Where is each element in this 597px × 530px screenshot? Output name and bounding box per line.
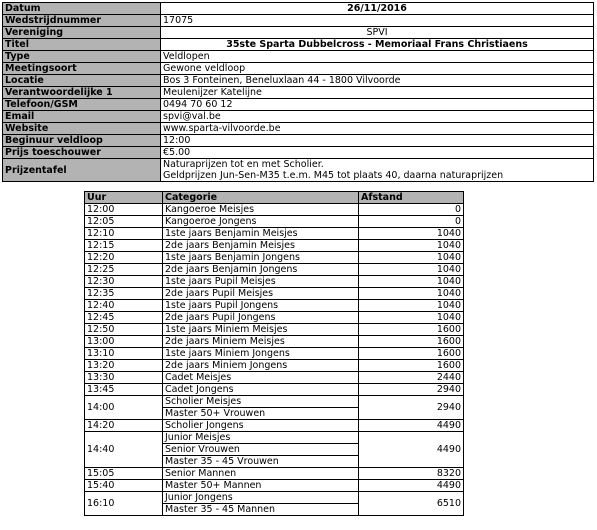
category-name: Cadet Jongens bbox=[165, 384, 234, 395]
schedule-row bbox=[85, 204, 464, 216]
schedule-row bbox=[85, 300, 464, 312]
schedule-row bbox=[85, 372, 464, 384]
schedule-category bbox=[163, 252, 359, 264]
schedule-category bbox=[163, 276, 359, 288]
schedule-distance: 2940 bbox=[359, 384, 464, 396]
schedule-distance: 0 bbox=[359, 216, 464, 228]
header-time: Uur bbox=[85, 192, 163, 204]
wedstrijdnummer-label: Wedstrijdnummer bbox=[3, 15, 161, 27]
header-distance: Afstand bbox=[359, 192, 464, 204]
schedule-category bbox=[163, 480, 359, 492]
locatie-value: Bos 3 Fonteinen, Beneluxlaan 44 - 1800 Vilvoorde bbox=[161, 75, 594, 87]
schedule-category bbox=[163, 300, 359, 312]
email-value[interactable]: spvi@val.be bbox=[161, 111, 594, 123]
info-row-datum bbox=[3, 3, 594, 15]
schedule-distance: 1040 bbox=[359, 276, 464, 288]
schedule-time: 13:00 bbox=[85, 336, 163, 348]
datum-label: Datum bbox=[3, 3, 161, 15]
schedule-category bbox=[163, 264, 359, 276]
schedule-row bbox=[85, 228, 464, 240]
schedule-time: 16:10 bbox=[85, 492, 163, 516]
schedule-category bbox=[163, 432, 359, 468]
schedule-time: 12:25 bbox=[85, 264, 163, 276]
schedule-distance: 1600 bbox=[359, 336, 464, 348]
schedule-distance: 6510 bbox=[359, 492, 464, 516]
wedstrijdnummer-value: 17075 bbox=[161, 15, 594, 27]
info-row-email bbox=[3, 111, 594, 123]
prijzentafel-value bbox=[161, 159, 594, 182]
meetingsoort-value: Gewone veldloop bbox=[161, 63, 594, 75]
info-row-meetingsoort bbox=[3, 63, 594, 75]
schedule-time: 12:05 bbox=[85, 216, 163, 228]
category-name: 1ste jaars Miniem Jongens bbox=[165, 348, 290, 359]
schedule-category bbox=[163, 312, 359, 324]
info-row-prijs bbox=[3, 147, 594, 159]
titel-value: 35ste Sparta Dubbelcross - Memoriaal Frans Christiaens bbox=[161, 39, 594, 51]
schedule-time: 12:00 bbox=[85, 204, 163, 216]
info-row-prijzentafel bbox=[3, 159, 594, 182]
category-name: 2de jaars Miniem Jongens bbox=[165, 360, 288, 371]
category-name: Junior Jongens bbox=[165, 492, 233, 503]
schedule-time: 14:40 bbox=[85, 432, 163, 468]
category-name: Kangoeroe Jongens bbox=[165, 216, 257, 227]
prijzentafel-line-2: Geldprijzen Jun-Sen-M35 t.e.m. M45 tot plaats 40, daarna naturaprijzen bbox=[163, 170, 504, 181]
category-name: Scholier Jongens bbox=[165, 420, 244, 431]
info-row-verantwoordelijke bbox=[3, 87, 594, 99]
schedule-category bbox=[163, 240, 359, 252]
schedule-distance: 1040 bbox=[359, 288, 464, 300]
category-name: 2de jaars Miniem Meisjes bbox=[165, 336, 285, 347]
schedule-category bbox=[163, 468, 359, 480]
schedule-time: 12:50 bbox=[85, 324, 163, 336]
type-value: Veldlopen bbox=[161, 51, 594, 63]
info-row-telefoon bbox=[3, 99, 594, 111]
schedule-time: 13:45 bbox=[85, 384, 163, 396]
schedule-table bbox=[84, 191, 464, 516]
category-name: 1ste jaars Pupil Meisjes bbox=[165, 276, 276, 287]
schedule-distance: 8320 bbox=[359, 468, 464, 480]
schedule-distance: 2940 bbox=[359, 396, 464, 420]
header-category: Categorie bbox=[163, 192, 359, 204]
schedule-distance: 1600 bbox=[359, 324, 464, 336]
schedule-category bbox=[163, 216, 359, 228]
schedule-time: 14:00 bbox=[85, 396, 163, 420]
info-row-locatie bbox=[3, 75, 594, 87]
datum-value: 26/11/2016 bbox=[161, 3, 594, 15]
category-name: Kangoeroe Meisjes bbox=[165, 204, 255, 215]
schedule-time: 12:30 bbox=[85, 276, 163, 288]
prijs-value: €5.00 bbox=[161, 147, 594, 159]
schedule-time: 12:10 bbox=[85, 228, 163, 240]
category-name: Senior Mannen bbox=[165, 468, 237, 479]
schedule-category bbox=[163, 360, 359, 372]
schedule-row bbox=[85, 468, 464, 480]
info-row-titel bbox=[3, 39, 594, 51]
schedule-time: 14:20 bbox=[85, 420, 163, 432]
website-value[interactable]: www.sparta-vilvoorde.be bbox=[161, 123, 594, 135]
schedule-time: 12:20 bbox=[85, 252, 163, 264]
schedule-header-row bbox=[85, 192, 464, 204]
schedule-category bbox=[163, 396, 359, 420]
category-name: 2de jaars Benjamin Jongens bbox=[165, 264, 298, 275]
schedule-category bbox=[163, 228, 359, 240]
schedule-row bbox=[85, 312, 464, 324]
schedule-row bbox=[85, 324, 464, 336]
category-name: Senior Vrouwen bbox=[163, 443, 358, 455]
prijzentafel-line-1: Naturaprijzen tot en met Scholier. bbox=[163, 159, 324, 170]
category-name: Junior Meisjes bbox=[165, 432, 231, 443]
schedule-category bbox=[163, 204, 359, 216]
category-name: Cadet Meisjes bbox=[165, 372, 232, 383]
telefoon-value: 0494 70 60 12 bbox=[161, 99, 594, 111]
category-name: Master 50+ Vrouwen bbox=[163, 407, 358, 419]
schedule-row bbox=[85, 348, 464, 360]
schedule-time: 12:45 bbox=[85, 312, 163, 324]
schedule-distance: 1040 bbox=[359, 240, 464, 252]
schedule-row bbox=[85, 252, 464, 264]
schedule-row bbox=[85, 336, 464, 348]
schedule-distance: 2440 bbox=[359, 372, 464, 384]
schedule-category bbox=[163, 492, 359, 516]
vereniging-label: Vereniging bbox=[3, 27, 161, 39]
category-name: 2de jaars Benjamin Meisjes bbox=[165, 240, 295, 251]
schedule-body bbox=[85, 204, 464, 516]
locatie-label: Locatie bbox=[3, 75, 161, 87]
category-name: 1ste jaars Benjamin Jongens bbox=[165, 252, 300, 263]
schedule-time: 15:05 bbox=[85, 468, 163, 480]
vereniging-value: SPVI bbox=[161, 27, 594, 39]
category-name: Scholier Meisjes bbox=[165, 396, 242, 407]
schedule-row bbox=[85, 276, 464, 288]
info-row-type bbox=[3, 51, 594, 63]
schedule-distance: 1040 bbox=[359, 312, 464, 324]
schedule-row bbox=[85, 264, 464, 276]
event-info-table bbox=[2, 2, 594, 182]
schedule-row bbox=[85, 360, 464, 372]
schedule-row bbox=[85, 288, 464, 300]
schedule-row bbox=[85, 420, 464, 432]
schedule-category bbox=[163, 420, 359, 432]
schedule-time: 13:10 bbox=[85, 348, 163, 360]
schedule-distance: 0 bbox=[359, 204, 464, 216]
info-row-vereniging bbox=[3, 27, 594, 39]
schedule-time: 12:40 bbox=[85, 300, 163, 312]
category-name: 1ste jaars Miniem Meisjes bbox=[165, 324, 288, 335]
schedule-row bbox=[85, 480, 464, 492]
schedule-distance: 1600 bbox=[359, 360, 464, 372]
schedule-time: 13:20 bbox=[85, 360, 163, 372]
category-name: 1ste jaars Pupil Jongens bbox=[165, 300, 279, 311]
schedule-category bbox=[163, 384, 359, 396]
prijs-label: Prijs toeschouwer bbox=[3, 147, 161, 159]
info-row-beginuur bbox=[3, 135, 594, 147]
meetingsoort-label: Meetingsoort bbox=[3, 63, 161, 75]
schedule-row bbox=[85, 396, 464, 420]
category-name: Master 50+ Mannen bbox=[165, 480, 262, 491]
schedule-row bbox=[85, 492, 464, 516]
verantwoordelijke-label: Verantwoordelijke 1 bbox=[3, 87, 161, 99]
category-name: 2de jaars Pupil Meisjes bbox=[165, 288, 274, 299]
type-label: Type bbox=[3, 51, 161, 63]
schedule-distance: 4490 bbox=[359, 432, 464, 468]
schedule-distance: 1040 bbox=[359, 300, 464, 312]
info-row-wedstrijdnummer bbox=[3, 15, 594, 27]
verantwoordelijke-value: Meulenijzer Katelijne bbox=[161, 87, 594, 99]
titel-label: Titel bbox=[3, 39, 161, 51]
schedule-row bbox=[85, 432, 464, 468]
schedule-time: 15:40 bbox=[85, 480, 163, 492]
schedule-time: 12:35 bbox=[85, 288, 163, 300]
schedule-distance: 1600 bbox=[359, 348, 464, 360]
info-row-website bbox=[3, 123, 594, 135]
category-name: 1ste jaars Benjamin Meisjes bbox=[165, 228, 298, 239]
schedule-category bbox=[163, 348, 359, 360]
category-name: Master 35 - 45 Vrouwen bbox=[163, 455, 358, 467]
schedule-row bbox=[85, 384, 464, 396]
schedule-distance: 4490 bbox=[359, 420, 464, 432]
schedule-time: 12:15 bbox=[85, 240, 163, 252]
prijzentafel-label: Prijzentafel bbox=[3, 159, 161, 182]
category-name: 2de jaars Pupil Jongens bbox=[165, 312, 276, 323]
schedule-distance: 1040 bbox=[359, 228, 464, 240]
category-name: Master 35 - 45 Mannen bbox=[163, 503, 358, 515]
schedule-category bbox=[163, 336, 359, 348]
schedule-distance: 1040 bbox=[359, 264, 464, 276]
schedule-distance: 4490 bbox=[359, 480, 464, 492]
website-label: Website bbox=[3, 123, 161, 135]
schedule-row bbox=[85, 216, 464, 228]
schedule-distance: 1040 bbox=[359, 252, 464, 264]
schedule-category bbox=[163, 324, 359, 336]
beginuur-label: Beginuur veldloop bbox=[3, 135, 161, 147]
beginuur-value: 12:00 bbox=[161, 135, 594, 147]
schedule-time: 13:30 bbox=[85, 372, 163, 384]
email-label: Email bbox=[3, 111, 161, 123]
schedule-category bbox=[163, 288, 359, 300]
schedule-category bbox=[163, 372, 359, 384]
schedule-row bbox=[85, 240, 464, 252]
telefoon-label: Telefoon/GSM bbox=[3, 99, 161, 111]
